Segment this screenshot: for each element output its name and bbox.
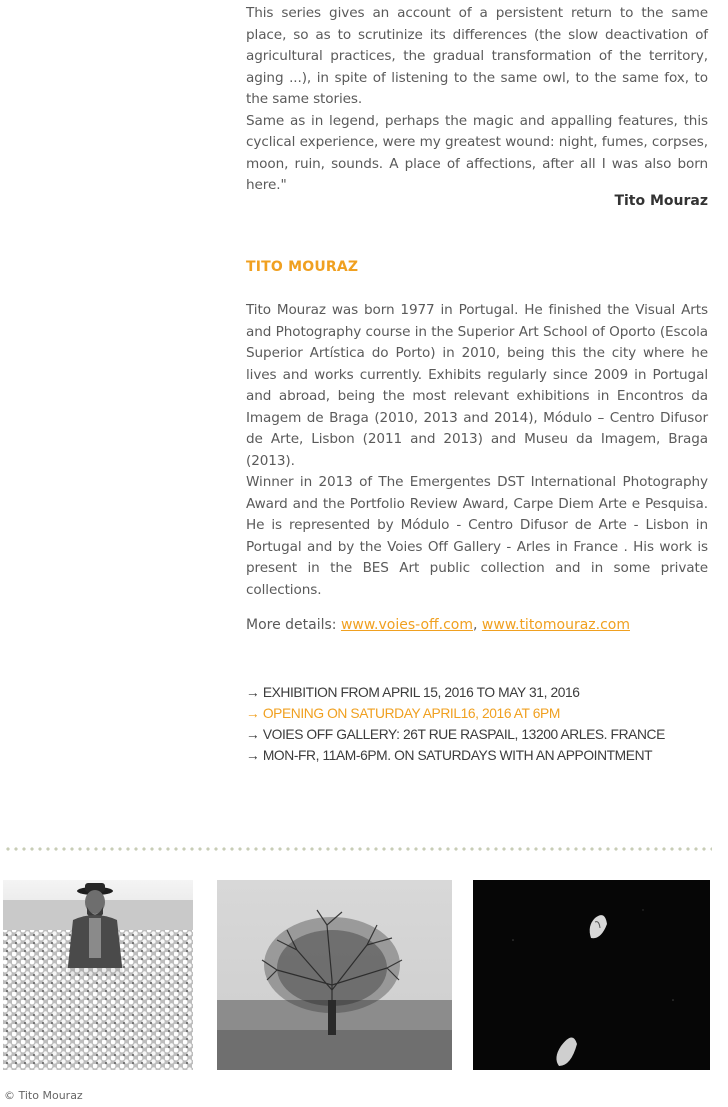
photo-portrait[interactable]	[3, 880, 193, 1070]
opening-hours: → MON-FR, 11AM-6PM. ON SATURDAYS WITH AN APPOINTMENT	[246, 748, 653, 763]
bio-paragraph-1: Tito Mouraz was born 1977 in Portugal. He finished the Visual Arts and Photography course in the Superior Art School of Oporto (Escola Superior Artística do Porto) in 2010, being this the city where he lives and works currently. Exhibits regularly since 2009 in Portugal and abroad, being the most relevant exhibitions in Encontros da Imagem de Braga (2010, 2013 and 2014), Módulo – Centro Difusor de Arte, Lisbon (2011 and 2013) and Museu da Imagem, Braga (2013).	[246, 302, 708, 469]
intro-signature: Tito Mouraz	[614, 193, 708, 209]
intro-paragraph-2: Same as in legend, perhaps the magic and appalling features, this cyclical experience, were my greatest wound: night, fumes, corpses, moon, ruin, sounds. A place of affections, after all I was also born here."	[246, 112, 708, 193]
bio-text	[246, 300, 708, 601]
gallery-address: → VOIES OFF GALLERY: 26T RUE RASPAIL, 13200 ARLES. FRANCE	[246, 727, 665, 742]
photo-tree[interactable]	[217, 880, 452, 1070]
bio-title: TITO MOURAZ	[246, 259, 359, 275]
bio-paragraph-2: Winner in 2013 of The Emergentes DST International Photography Award and the Portfolio Review Award, Carpe Diem Arte e Pesquisa. He is represented by Módulo - Centro Difusor de Arte - Lisbon in Portugal and by the Voies Off Gallery - Arles in France . His work is present in the BES Art public collection and in some private collections.	[246, 474, 708, 598]
photo-night[interactable]	[473, 880, 710, 1070]
more-details-label: More details:	[246, 617, 341, 633]
exhibition-dates: → EXHIBITION FROM APRIL 15, 2016 TO MAY 31, 2016	[246, 685, 580, 700]
more-details	[246, 617, 630, 633]
titomouraz-link[interactable]: www.titomouraz.com	[481, 617, 630, 633]
intro-text	[246, 3, 708, 197]
voies-off-link[interactable]: www.voies-off.com	[340, 617, 474, 633]
photo-credit: © Tito Mouraz	[4, 1089, 83, 1102]
dotted-divider	[4, 847, 712, 851]
opening-date: → OPENING ON SATURDAY APRIL16, 2016 AT 6PM	[246, 706, 560, 721]
link-separator: ,	[473, 617, 482, 633]
intro-paragraph-1: This series gives an account of a persistent return to the same place, so as to scrutinize its differences (the slow deactivation of agricultural practices, the gradual transformation of the territory, aging ...), in spite of listening to the same owl, to the same fox, to the same stories.	[246, 5, 708, 107]
exhibition-info-list	[246, 682, 716, 766]
